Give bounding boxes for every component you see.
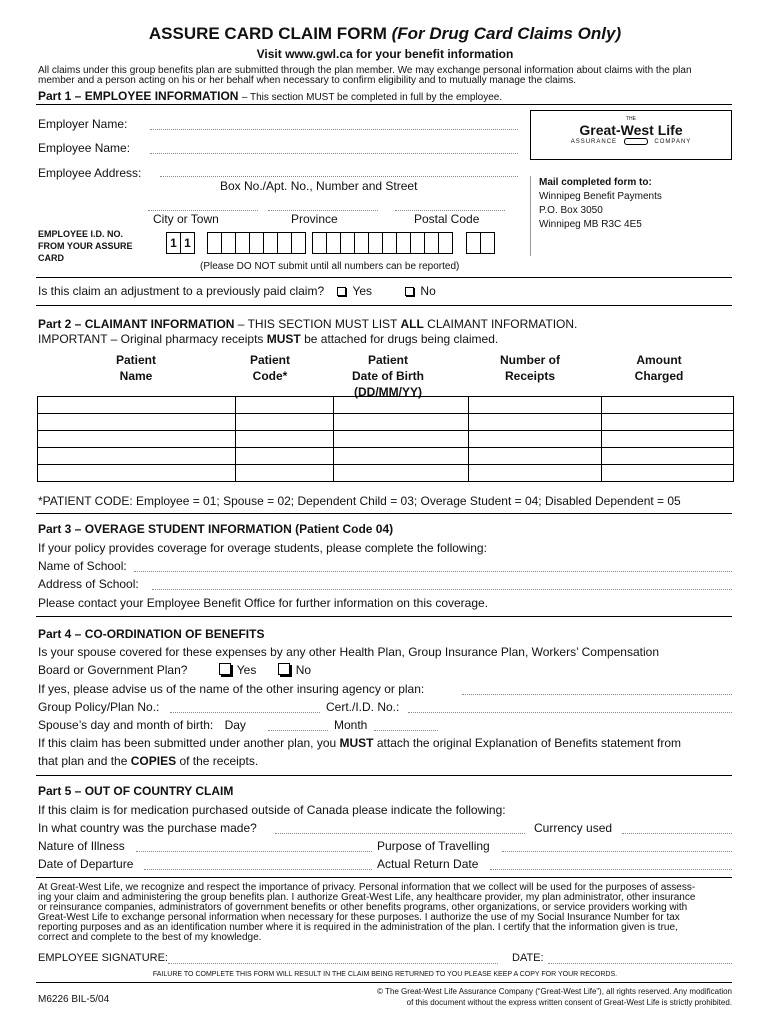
id-digit-box[interactable] xyxy=(368,232,383,254)
table-cell[interactable] xyxy=(333,397,469,414)
id-digit-box[interactable] xyxy=(354,232,369,254)
part4-question-1: Is your spouse covered for these expenses by any other Health Plan, Group Insurance Plan, Workers’ Compensation xyxy=(38,645,659,659)
table-row xyxy=(38,414,734,431)
date-field[interactable] xyxy=(548,963,732,964)
table-cell[interactable] xyxy=(469,465,602,482)
column-header-patient-code: Patient Code* xyxy=(249,353,290,383)
policy-label: Group Policy/Plan No.: xyxy=(38,700,160,714)
id-digit-box[interactable] xyxy=(221,232,236,254)
part5-intro: If this claim is for medication purchased outside of Canada please indicate the following: xyxy=(38,803,506,817)
table-cell[interactable] xyxy=(333,431,469,448)
id-digit-box[interactable] xyxy=(382,232,397,254)
spouse-birth-label: Spouse’s day and month of birth: Day xyxy=(38,718,246,732)
table-cell[interactable] xyxy=(602,414,734,431)
id-digit-box: 1 xyxy=(180,232,195,254)
address-street-field[interactable] xyxy=(160,176,518,177)
table-cell[interactable] xyxy=(235,414,333,431)
table-cell[interactable] xyxy=(602,397,734,414)
employer-name-field[interactable] xyxy=(150,129,518,130)
table-cell[interactable] xyxy=(602,465,734,482)
id-digit-box[interactable] xyxy=(263,232,278,254)
table-row xyxy=(38,465,734,482)
column-header-birth-date: Patient Date of Birth (DD/MM/YY) xyxy=(352,353,424,399)
table-cell[interactable] xyxy=(38,448,236,465)
part3-heading: Part 3 – OVERAGE STUDENT INFORMATION (Patient Code 04) xyxy=(38,522,394,536)
employer-name-label: Employer Name: xyxy=(38,117,128,131)
departure-label: Date of Departure xyxy=(38,857,134,871)
street-caption: Box No./Apt. No., Number and Street xyxy=(220,179,418,193)
part1-heading: Part 1 – EMPLOYEE INFORMATION – This section MUST be completed in full by the employee. xyxy=(38,89,503,103)
postal-code-field[interactable] xyxy=(395,210,505,211)
school-address-label: Address of School: xyxy=(38,577,139,591)
divider xyxy=(36,775,732,776)
city-caption: City or Town xyxy=(153,212,219,226)
id-digit-box[interactable] xyxy=(340,232,355,254)
agency-field[interactable] xyxy=(462,694,732,695)
id-digit-box[interactable] xyxy=(249,232,264,254)
purpose-field[interactable] xyxy=(502,851,732,852)
adjustment-no[interactable]: No xyxy=(405,284,435,298)
claimant-table xyxy=(37,396,734,482)
return-field[interactable] xyxy=(490,869,732,870)
table-row xyxy=(38,397,734,414)
province-field[interactable] xyxy=(268,210,378,211)
table-cell[interactable] xyxy=(333,414,469,431)
id-digit-box[interactable] xyxy=(291,232,306,254)
id-digit-box[interactable] xyxy=(277,232,292,254)
intro-text-2: member and a person acting on his or her behalf when necessary to confirm eligibility and to mutually manage the claims. xyxy=(38,75,577,86)
table-cell[interactable] xyxy=(333,448,469,465)
table-cell[interactable] xyxy=(235,448,333,465)
signature-field[interactable] xyxy=(168,963,498,964)
agency-label: If yes, please advise us of the name of the other insuring agency or plan: xyxy=(38,682,425,696)
employee-id-label: EMPLOYEE I.D. NO. FROM YOUR ASSURE CARD xyxy=(38,229,133,263)
divider xyxy=(36,277,732,278)
eob-line-2: that plan and the COPIES of the receipts. xyxy=(38,754,259,768)
table-cell[interactable] xyxy=(602,431,734,448)
id-digit-box[interactable] xyxy=(207,232,222,254)
mail-to-box xyxy=(530,176,732,256)
part3-intro: If your policy provides coverage for overage students, please complete the following: xyxy=(38,541,487,555)
privacy-statement: At Great-West Life, we recognize and respect the importance of privacy. Personal information that we collect will be used for the purposes of assess- ing your claim and administering the group benefits plan. I authorize Great-West Life, any healthcare provider, my plan administrator, other insurance or reinsurance companies, administrators of government benefits or other benefits programs, other organizations, or service providers working with Great-West Life to exchange personal information when necessary for these purposes. I authorize the use of my Social Insurance Number for tax reporting purposes and as an identification number where it is required in the administration of the plan. I certify that the information given is true, correct and complete to the best of my knowledge. xyxy=(38,882,696,943)
table-cell[interactable] xyxy=(602,448,734,465)
table-cell[interactable] xyxy=(235,397,333,414)
cob-no[interactable]: No xyxy=(278,663,311,677)
copyright: © The Great-West Life Assurance Company (“Great-West Life”), all rights reserved. Any modification of this document without the express written consent of Great-West Life is strictly prohibited. xyxy=(377,987,732,1007)
logo-the: THE xyxy=(626,116,636,122)
id-digit-box[interactable] xyxy=(326,232,341,254)
part4-heading: Part 4 – CO-ORDINATION OF BENEFITS xyxy=(38,627,265,641)
table-cell[interactable] xyxy=(38,431,236,448)
mail-line: P.O. Box 3050 xyxy=(539,205,603,216)
website-line: Visit www.gwl.ca for your benefit information xyxy=(256,47,514,61)
key-icon xyxy=(624,138,648,145)
company-logo xyxy=(530,110,732,160)
adjustment-question: Is this claim an adjustment to a previously paid claim? Yes No xyxy=(38,284,436,298)
eob-line-1: If this claim has been submitted under another plan, you MUST attach the original Explanation of Benefits statement from xyxy=(38,736,682,750)
postal-code-caption: Postal Code xyxy=(414,212,480,226)
part5-heading: Part 5 – OUT OF COUNTRY CLAIM xyxy=(38,784,234,798)
checkbox-icon[interactable] xyxy=(278,663,290,675)
purpose-label: Purpose of Travelling xyxy=(377,839,490,853)
table-cell[interactable] xyxy=(38,465,236,482)
failure-warning: FAILURE TO COMPLETE THIS FORM WILL RESULT IN THE CLAIM BEING RETURNED TO YOU PLEASE KEEP A COPY FOR YOUR RECORDS. xyxy=(152,971,618,978)
month-label: Month xyxy=(334,718,368,732)
divider xyxy=(36,305,732,306)
column-header-patient-name: Patient Name xyxy=(115,353,156,383)
id-digit-box: 1 xyxy=(166,232,181,254)
part2-heading: Part 2 – CLAIMANT INFORMATION – THIS SECTION MUST LIST ALL CLAIMANT INFORMATION. xyxy=(38,317,578,331)
mail-heading: Mail completed form to: xyxy=(539,177,652,188)
birth-month-field[interactable] xyxy=(374,730,438,731)
divider xyxy=(36,877,732,878)
country-field[interactable] xyxy=(275,833,525,834)
cert-field[interactable] xyxy=(408,712,732,713)
divider xyxy=(36,513,732,514)
country-label: In what country was the purchase made? xyxy=(38,821,257,835)
id-digit-box[interactable] xyxy=(312,232,327,254)
checkbox-icon[interactable] xyxy=(337,287,346,296)
checkbox-icon[interactable] xyxy=(405,287,414,296)
table-cell[interactable] xyxy=(469,397,602,414)
employee-name-field[interactable] xyxy=(150,153,518,154)
table-cell[interactable] xyxy=(38,397,236,414)
table-cell[interactable] xyxy=(235,465,333,482)
date-label: DATE: xyxy=(512,952,544,964)
signature-label: EMPLOYEE SIGNATURE: xyxy=(38,952,168,964)
part4-question-2: Board or Government Plan? Yes No xyxy=(38,663,312,677)
cert-label: Cert./I.D. No.: xyxy=(326,700,400,714)
table-cell[interactable] xyxy=(469,448,602,465)
table-row xyxy=(38,431,734,448)
mail-line: Winnipeg MB R3C 4E5 xyxy=(539,219,642,230)
id-digit-box[interactable] xyxy=(466,232,481,254)
patient-code-note: *PATIENT CODE: Employee = 01; Spouse = 02; Dependent Child = 03; Overage Student = 04; Disabled Dependent = 05 xyxy=(38,494,681,508)
school-name-label: Name of School: xyxy=(38,559,127,573)
employee-name-label: Employee Name: xyxy=(38,141,131,155)
logo-subline: ASSURANCE COMPANY xyxy=(570,139,692,146)
id-digit-box[interactable] xyxy=(480,232,495,254)
id-digit-box[interactable] xyxy=(410,232,425,254)
id-digit-box[interactable] xyxy=(438,232,453,254)
adjustment-yes[interactable]: Yes xyxy=(337,284,372,298)
table-cell[interactable] xyxy=(469,414,602,431)
table-cell[interactable] xyxy=(235,431,333,448)
divider xyxy=(36,982,732,983)
employee-address-label: Employee Address: xyxy=(38,166,142,180)
checkbox-icon[interactable] xyxy=(219,663,231,675)
id-digit-box[interactable] xyxy=(235,232,250,254)
divider xyxy=(36,104,732,105)
table-cell[interactable] xyxy=(469,431,602,448)
policy-field[interactable] xyxy=(170,712,320,713)
cob-yes[interactable]: Yes xyxy=(219,663,257,677)
table-cell[interactable] xyxy=(38,414,236,431)
illness-field[interactable] xyxy=(136,851,372,852)
birth-day-field[interactable] xyxy=(268,730,328,731)
form-title: ASSURE CARD CLAIM FORM (For Drug Card Claims Only) xyxy=(148,24,622,43)
departure-field[interactable] xyxy=(144,869,372,870)
currency-label: Currency used xyxy=(534,821,613,835)
logo-name: Great-West Life xyxy=(579,122,683,138)
divider xyxy=(36,616,732,617)
mail-line: Winnipeg Benefit Payments xyxy=(539,191,662,202)
illness-label: Nature of Illness xyxy=(38,839,125,853)
id-note: (Please DO NOT submit until all numbers can be reported) xyxy=(200,261,460,272)
return-label: Actual Return Date xyxy=(377,857,479,871)
province-caption: Province xyxy=(291,212,338,226)
part2-important: IMPORTANT – Original pharmacy receipts MUST be attached for drugs being claimed. xyxy=(38,332,499,346)
table-row xyxy=(38,448,734,465)
city-field[interactable] xyxy=(148,210,258,211)
id-digit-box[interactable] xyxy=(396,232,411,254)
part3-contact-note: Please contact your Employee Benefit Office for further information on this coverage. xyxy=(38,596,489,610)
table-cell[interactable] xyxy=(333,465,469,482)
id-digit-box[interactable] xyxy=(424,232,439,254)
intro-text-1: All claims under this group benefits plan are submitted through the plan member. We may exchange personal information about claims with the plan xyxy=(38,65,692,76)
column-header-amount: Amount Charged xyxy=(634,353,684,383)
school-name-field[interactable] xyxy=(134,571,732,572)
column-header-receipts: Number of Receipts xyxy=(500,353,560,383)
school-address-field[interactable] xyxy=(152,589,732,590)
form-code: M6226 BIL-5/04 xyxy=(38,994,110,1005)
currency-field[interactable] xyxy=(622,833,732,834)
